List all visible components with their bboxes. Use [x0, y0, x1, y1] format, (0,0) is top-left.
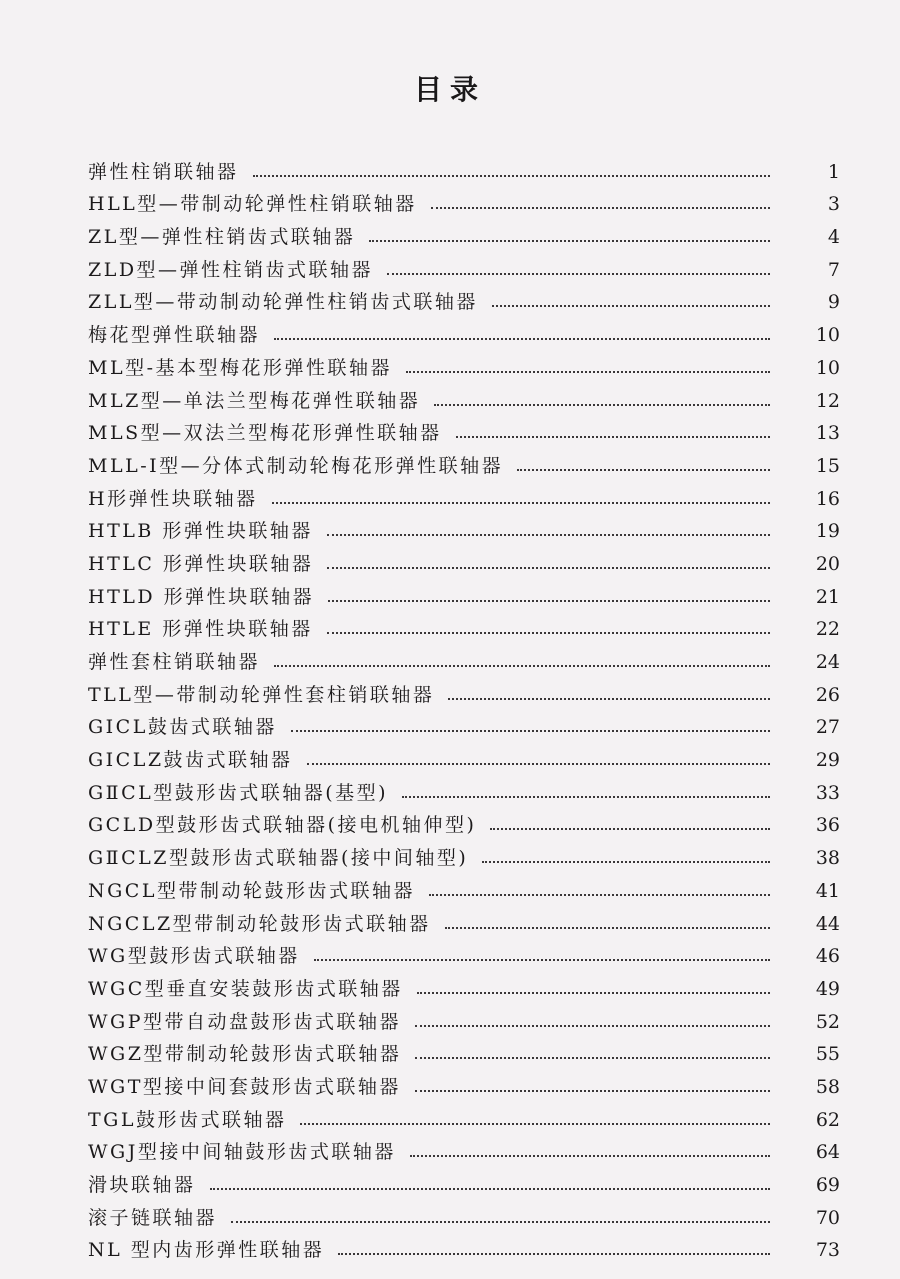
dot-leader: [231, 1221, 770, 1223]
toc-entry[interactable]: [88, 380, 840, 413]
toc-entry[interactable]: [88, 314, 840, 347]
toc-entry-page-number: 13: [815, 422, 840, 445]
dot-leader: [314, 959, 770, 961]
toc-entry-page-number: 29: [815, 749, 840, 772]
toc-entry-title: HTLE 形弹性块联轴器: [88, 618, 313, 641]
toc-entry-page-number: 1: [827, 160, 840, 183]
toc-entry-page-number: 12: [815, 389, 840, 412]
toc-entry[interactable]: [88, 968, 840, 1001]
toc-entry-title: NL 型内齿形弹性联轴器: [88, 1239, 325, 1262]
dot-leader: [402, 796, 770, 798]
dot-leader: [445, 927, 770, 929]
dot-leader: [429, 894, 770, 896]
toc-entry-page-number: 10: [815, 324, 840, 347]
toc-entry[interactable]: [88, 805, 840, 838]
dot-leader: [517, 469, 770, 471]
dot-leader: [406, 371, 770, 373]
dot-leader: [210, 1188, 770, 1190]
toc-entry[interactable]: [88, 511, 840, 544]
toc-entry[interactable]: [88, 1164, 840, 1197]
toc-entry[interactable]: [88, 249, 840, 282]
toc-entry-title: WGZ型带制动轮鼓形齿式联轴器: [88, 1043, 402, 1066]
toc-entry-page-number: 20: [815, 552, 840, 575]
toc-entry[interactable]: [88, 1001, 840, 1034]
toc-entry-title: GICL鼓齿式联轴器: [88, 716, 277, 739]
toc-entry-page-number: 15: [815, 454, 840, 477]
toc-entry-title: 滚子链联轴器: [88, 1206, 218, 1229]
toc-entry[interactable]: [88, 1099, 840, 1132]
dot-leader: [274, 338, 770, 340]
dot-leader: [327, 567, 770, 569]
dot-leader: [253, 175, 770, 177]
toc-entry[interactable]: [88, 837, 840, 870]
dot-leader: [369, 240, 770, 242]
dot-leader: [327, 534, 770, 536]
toc-entry-page-number: 21: [815, 585, 840, 608]
dot-leader: [415, 1057, 770, 1059]
toc-entry-page-number: 7: [827, 258, 840, 281]
toc-entry-title: GICLZ鼓齿式联轴器: [88, 749, 293, 772]
toc-entry-page-number: 69: [815, 1174, 840, 1196]
toc-entry-title: MLZ型—单法兰型梅花弹性联轴器: [88, 389, 421, 412]
toc-entry-title: HLL型—带制动轮弹性柱销联轴器: [88, 193, 417, 216]
dot-leader: [490, 828, 770, 830]
toc-entry[interactable]: [88, 1132, 840, 1165]
toc-entry-title: TLL型—带制动轮弹性套柱销联轴器: [88, 683, 435, 706]
dot-leader: [274, 665, 770, 667]
toc-entry[interactable]: [88, 151, 840, 184]
toc-entry-page-number: 4: [827, 226, 840, 249]
toc-entry[interactable]: [88, 772, 840, 805]
toc-entry-title: 梅花型弹性联轴器: [88, 324, 261, 347]
dot-leader: [307, 763, 770, 765]
toc-entry-title: 滑块联轴器: [88, 1174, 196, 1196]
toc-entry-title: ZLL型—带动制动轮弹性柱销齿式联轴器: [88, 291, 478, 314]
toc-entry[interactable]: [88, 1197, 840, 1230]
toc-entry-page-number: 3: [827, 193, 840, 216]
dot-leader: [300, 1123, 770, 1125]
toc-entry-page-number: 24: [815, 651, 840, 673]
toc-entry-page-number: 33: [815, 781, 840, 804]
dot-leader: [456, 436, 770, 438]
toc-entry[interactable]: [88, 707, 840, 740]
toc-entry-page-number: 55: [815, 1043, 840, 1066]
toc-entry[interactable]: [88, 936, 840, 969]
dot-leader: [434, 404, 770, 406]
toc-entry-title: NGCL型带制动轮鼓形齿式联轴器: [88, 879, 415, 902]
toc-entry-page-number: 46: [815, 945, 840, 968]
dot-leader: [328, 600, 770, 602]
dot-leader: [272, 502, 770, 504]
dot-leader: [415, 1090, 770, 1092]
dot-leader: [417, 992, 770, 994]
toc-entry[interactable]: [88, 674, 840, 707]
dot-leader: [492, 305, 770, 307]
toc-entry-title: HTLC 形弹性块联轴器: [88, 552, 314, 575]
dot-leader: [327, 632, 770, 634]
toc-entry-page-number: 27: [815, 716, 840, 739]
toc-entry-title: ZLD型—弹性柱销齿式联轴器: [88, 258, 374, 281]
toc-entry[interactable]: [88, 1034, 840, 1067]
toc-entry-title: GⅡCL型鼓形齿式联轴器(基型): [88, 781, 389, 804]
toc-entry-page-number: 73: [815, 1239, 840, 1262]
toc-entry-title: MLL-I型—分体式制动轮梅花形弹性联轴器: [88, 454, 504, 477]
dot-leader: [387, 273, 770, 275]
toc-entry[interactable]: [88, 739, 840, 772]
toc-entry-title: ML型-基本型梅花形弹性联轴器: [88, 356, 392, 379]
toc-entry-title: WGJ型接中间轴鼓形齿式联轴器: [88, 1141, 396, 1164]
toc-entry-title: H形弹性块联轴器: [88, 487, 258, 510]
toc-entry-title: 弹性套柱销联轴器: [88, 651, 261, 673]
toc-entry-page-number: 9: [827, 291, 840, 314]
dot-leader: [291, 730, 770, 732]
toc-entry[interactable]: [88, 576, 840, 609]
toc-entry[interactable]: [88, 609, 840, 642]
toc-entry-page-number: 16: [815, 487, 840, 510]
toc-entry[interactable]: [88, 216, 840, 249]
toc-entry-title: WGP型带自动盘鼓形齿式联轴器: [88, 1010, 401, 1033]
toc-entry-title: GⅡCLZ型鼓形齿式联轴器(接中间轴型): [88, 847, 469, 870]
dot-leader: [482, 861, 770, 863]
toc-entry-page-number: 58: [815, 1075, 840, 1098]
toc-entry-title: HTLB 形弹性块联轴器: [88, 520, 313, 543]
toc-entry-title: ZL型—弹性柱销齿式联轴器: [88, 226, 356, 249]
toc-entry-title: TGL鼓形齿式联轴器: [88, 1108, 287, 1131]
toc-entry-page-number: 70: [815, 1206, 840, 1229]
dot-leader: [338, 1253, 770, 1255]
toc-entry-page-number: 41: [815, 879, 840, 902]
dot-leader: [431, 207, 770, 209]
toc-entry-page-number: 38: [815, 847, 840, 870]
toc-entry-page-number: 44: [815, 912, 840, 935]
toc-entry-title: WGC型垂直安装鼓形齿式联轴器: [88, 977, 403, 1000]
toc-entry[interactable]: [88, 870, 840, 903]
page-title: 目录: [413, 73, 486, 106]
toc-entry-page-number: 62: [815, 1108, 840, 1131]
toc-entry[interactable]: [88, 543, 840, 576]
toc-entry-page-number: 19: [815, 520, 840, 543]
toc-entry[interactable]: [88, 1230, 840, 1263]
toc-entry-page-number: 64: [815, 1141, 840, 1164]
table-of-contents: [88, 151, 840, 1262]
dot-leader: [410, 1155, 770, 1157]
toc-entry[interactable]: [88, 184, 840, 217]
toc-entry-page-number: 36: [815, 814, 840, 837]
toc-entry-title: 弹性柱销联轴器: [88, 160, 239, 183]
toc-entry-title: WG型鼓形齿式联轴器: [88, 945, 300, 968]
toc-entry[interactable]: [88, 347, 840, 380]
toc-entry-page-number: 10: [815, 356, 840, 379]
toc-entry[interactable]: [88, 903, 840, 936]
toc-entry-title: HTLD 形弹性块联轴器: [88, 585, 315, 608]
toc-entry-title: MLS型—双法兰型梅花形弹性联轴器: [88, 422, 442, 445]
toc-entry-page-number: 26: [815, 683, 840, 706]
toc-entry-title: GCLD型鼓形齿式联轴器(接电机轴伸型): [88, 814, 477, 837]
toc-entry[interactable]: [88, 641, 840, 674]
toc-entry-page-number: 52: [815, 1010, 840, 1033]
dot-leader: [448, 698, 770, 700]
toc-entry[interactable]: [88, 1066, 840, 1099]
toc-entry[interactable]: [88, 445, 840, 478]
toc-entry-title: NGCLZ型带制动轮鼓形齿式联轴器: [88, 912, 431, 935]
toc-entry-page-number: 22: [815, 618, 840, 641]
toc-entry[interactable]: [88, 413, 840, 446]
toc-entry[interactable]: [88, 478, 840, 511]
toc-entry-page-number: 49: [815, 977, 840, 1000]
toc-entry-title: WGT型接中间套鼓形齿式联轴器: [88, 1075, 401, 1098]
toc-entry[interactable]: [88, 282, 840, 315]
dot-leader: [415, 1025, 770, 1027]
